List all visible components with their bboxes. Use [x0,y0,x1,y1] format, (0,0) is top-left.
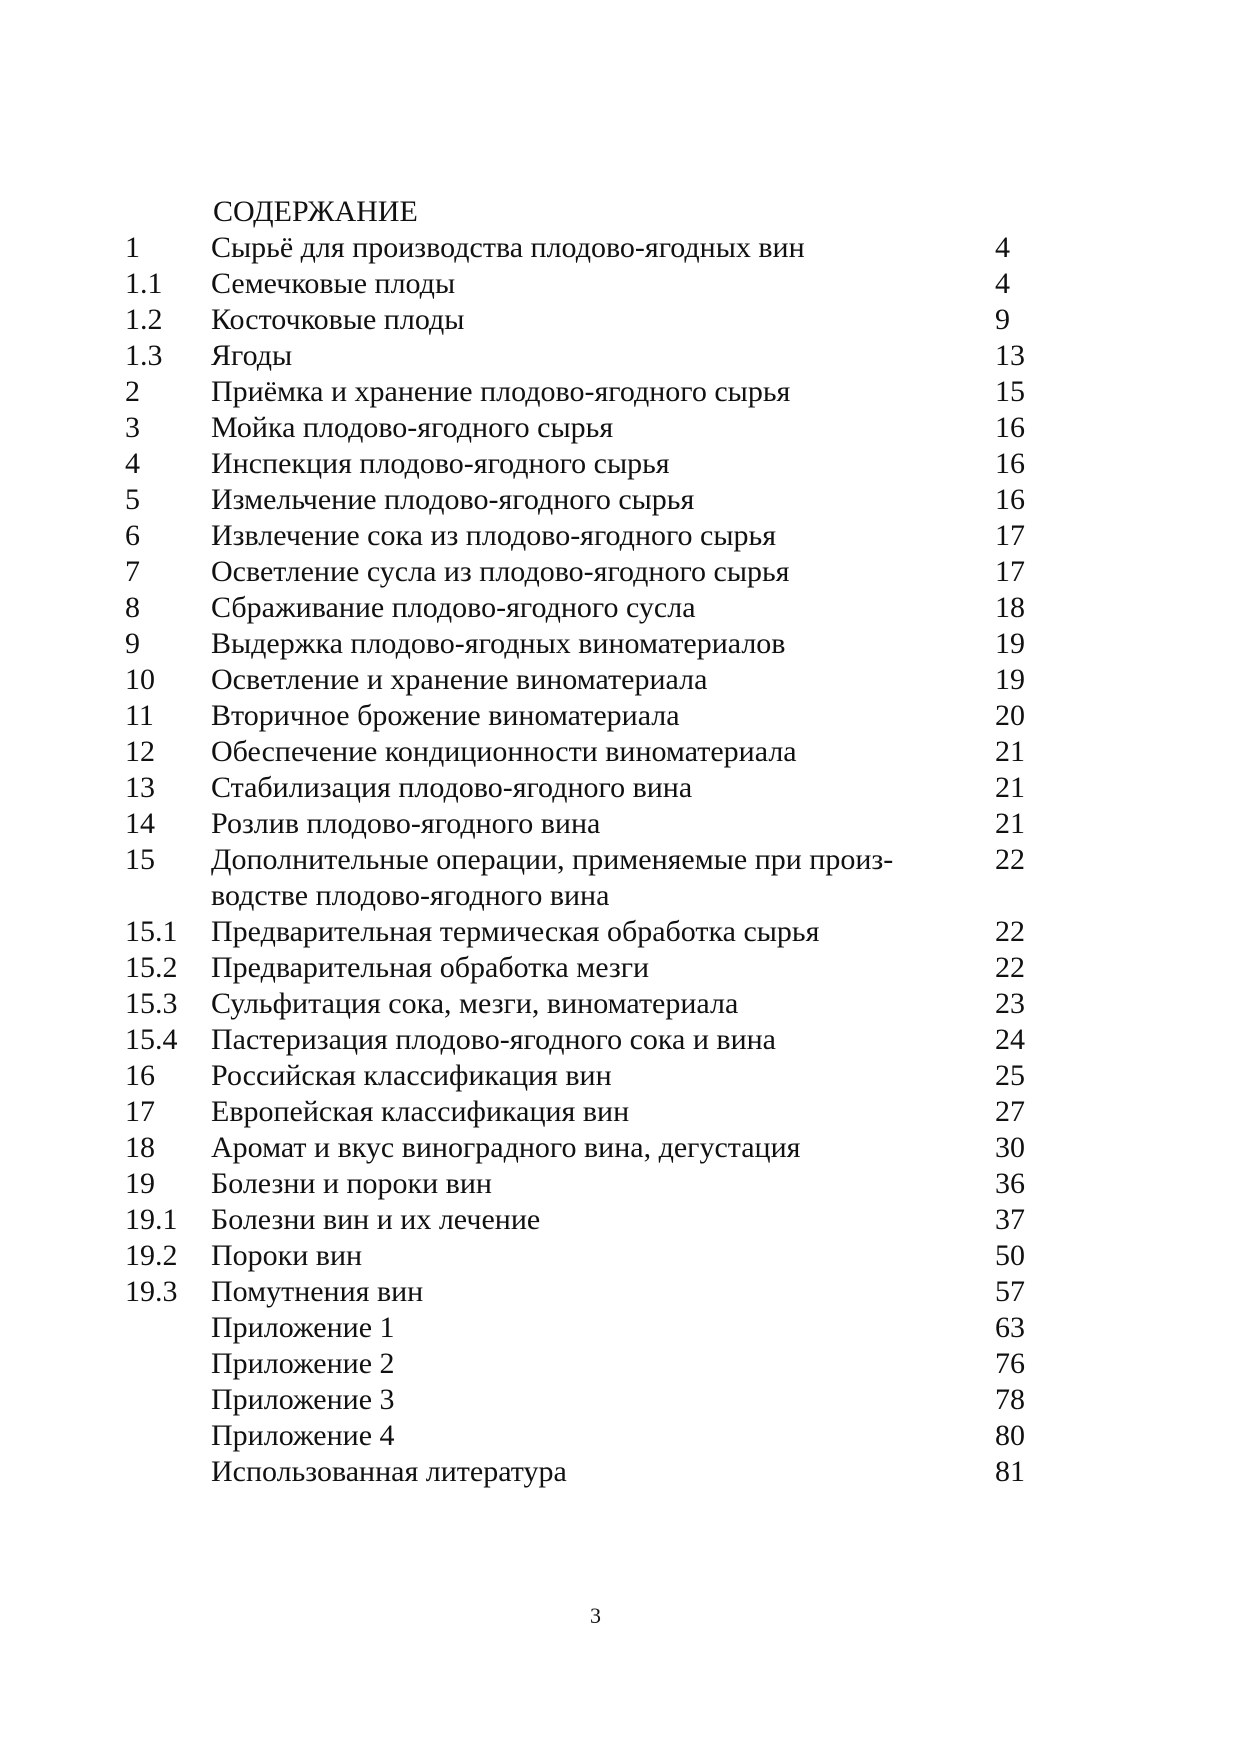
toc-row [125,698,1085,734]
toc-page: 81 [995,1455,1025,1488]
toc-page: 21 [995,771,1025,804]
toc-page: 25 [995,1059,1025,1092]
toc-row [125,266,1085,302]
toc-title: Приёмка и хранение плодово-ягодного сырья [211,375,791,408]
toc-title: Помутнения вин [211,1275,424,1308]
toc-title: Приложение 1 [211,1311,395,1344]
toc-title: Розлив плодово-ягодного вина [211,807,601,840]
toc-number: 7 [125,555,140,588]
toc-number: 3 [125,411,140,444]
toc-page: 17 [995,519,1025,552]
toc-page: 19 [995,627,1025,660]
toc-page: 18 [995,591,1025,624]
table-of-contents [125,230,1085,1490]
toc-title: Измельчение плодово-ягодного сырья [211,483,695,516]
toc-title: Вторичное брожение виноматериала [211,699,680,732]
toc-row [125,950,1085,986]
toc-number: 19.1 [125,1203,178,1236]
toc-page: 21 [995,807,1025,840]
toc-number: 8 [125,591,140,624]
toc-page: 16 [995,447,1025,480]
toc-title: Болезни и пороки вин [211,1167,492,1200]
toc-number: 1.1 [125,267,163,300]
toc-page: 20 [995,699,1025,732]
toc-page: 30 [995,1131,1025,1164]
toc-number: 16 [125,1059,155,1092]
toc-row [125,1418,1085,1454]
toc-row [125,338,1085,374]
toc-row [125,806,1085,842]
toc-number: 1.2 [125,303,163,336]
toc-row [125,1022,1085,1058]
toc-page: 37 [995,1203,1025,1236]
toc-number: 17 [125,1095,155,1128]
toc-row [125,410,1085,446]
toc-row [125,914,1085,950]
toc-number: 9 [125,627,140,660]
toc-number: 1.3 [125,339,163,372]
toc-page: 36 [995,1167,1025,1200]
toc-title-line-1: Дополнительные операции, применяемые при произ- [211,843,894,876]
toc-row [125,482,1085,518]
toc-number: 19.2 [125,1239,178,1272]
toc-page: 4 [995,231,1010,264]
toc-number: 18 [125,1131,155,1164]
toc-page: 22 [995,843,1025,876]
toc-title: Пороки вин [211,1239,363,1272]
toc-row [125,662,1085,698]
toc-row [125,986,1085,1022]
toc-title: Приложение 3 [211,1383,395,1416]
toc-page: 9 [995,303,1010,336]
toc-number: 19.3 [125,1275,178,1308]
toc-number: 6 [125,519,140,552]
toc-title: Приложение 2 [211,1347,395,1380]
toc-row [125,842,1085,914]
toc-row [125,1382,1085,1418]
toc-title: Извлечение сока из плодово-ягодного сырья [211,519,777,552]
toc-number: 1 [125,231,140,264]
toc-page: 16 [995,411,1025,444]
toc-page: 21 [995,735,1025,768]
toc-row [125,1058,1085,1094]
toc-page: 22 [995,951,1025,984]
toc-title: Болезни вин и их лечение [211,1203,541,1236]
toc-title: Инспекция плодово-ягодного сырья [211,447,670,480]
toc-title: Сульфитация сока, мезги, виноматериала [211,987,739,1020]
toc-number: 13 [125,771,155,804]
toc-row [125,590,1085,626]
toc-title: Пастеризация плодово-ягодного сока и вина [211,1023,776,1056]
toc-row [125,1310,1085,1346]
toc-title: Обеспечение кондиционности виноматериала [211,735,797,768]
toc-number: 19 [125,1167,155,1200]
toc-page: 76 [995,1347,1025,1380]
toc-title: Выдержка плодово-ягодных виноматериалов [211,627,786,660]
toc-number: 2 [125,375,140,408]
toc-title: Сбраживание плодово-ягодного сусла [211,591,696,624]
toc-title-line-2: водстве плодово-ягодного вина [211,879,610,912]
toc-page: 15 [995,375,1025,408]
toc-title [211,842,911,914]
toc-title: Аромат и вкус виноградного вина, дегустация [211,1131,801,1164]
toc-number: 14 [125,807,155,840]
toc-row [125,554,1085,590]
toc-number: 4 [125,447,140,480]
toc-number: 15 [125,843,155,876]
toc-row [125,374,1085,410]
toc-page: 50 [995,1239,1025,1272]
page-number: 3 [590,1603,601,1628]
toc-number: 12 [125,735,155,768]
toc-row [125,1346,1085,1382]
toc-row [125,1166,1085,1202]
toc-page: 78 [995,1383,1025,1416]
toc-title: Приложение 4 [211,1419,395,1452]
toc-row [125,230,1085,266]
toc-number: 15.1 [125,915,178,948]
toc-title: Российская классификация вин [211,1059,612,1092]
toc-page: 22 [995,915,1025,948]
toc-title: Косточковые плоды [211,303,465,336]
toc-row [125,1454,1085,1490]
toc-row [125,1094,1085,1130]
toc-number: 15.3 [125,987,178,1020]
toc-title: Предварительная термическая обработка сырья [211,915,820,948]
toc-page: 57 [995,1275,1025,1308]
toc-row [125,446,1085,482]
toc-page: 13 [995,339,1025,372]
toc-title: Семечковые плоды [211,267,456,300]
toc-title: Мойка плодово-ягодного сырья [211,411,614,444]
toc-number: 5 [125,483,140,516]
toc-row [125,1202,1085,1238]
toc-page: 27 [995,1095,1025,1128]
toc-page: 19 [995,663,1025,696]
toc-title: Предварительная обработка мезги [211,951,650,984]
toc-title: Осветление и хранение виноматериала [211,663,708,696]
toc-number: 15.4 [125,1023,178,1056]
toc-row [125,1238,1085,1274]
toc-page: 17 [995,555,1025,588]
toc-row [125,302,1085,338]
toc-title: Ягоды [211,339,293,372]
toc-page: 16 [995,483,1025,516]
toc-row [125,518,1085,554]
toc-page: 4 [995,267,1010,300]
toc-number: 15.2 [125,951,178,984]
toc-page: 80 [995,1419,1025,1452]
toc-number: 11 [125,699,154,732]
toc-page: 63 [995,1311,1025,1344]
toc-row [125,770,1085,806]
toc-title: Использованная литература [211,1455,567,1488]
toc-row [125,626,1085,662]
toc-row [125,1130,1085,1166]
toc-title: Стабилизация плодово-ягодного вина [211,771,693,804]
toc-row [125,734,1085,770]
toc-page: 23 [995,987,1025,1020]
toc-row [125,1274,1085,1310]
toc-number: 10 [125,663,155,696]
toc-title: Сырьё для производства плодово-ягодных вин [211,231,805,264]
toc-title: Европейская классификация вин [211,1095,630,1128]
toc-page: 24 [995,1023,1025,1056]
page-title: СОДЕРЖАНИЕ [213,195,418,228]
toc-title: Осветление сусла из плодово-ягодного сырья [211,555,790,588]
